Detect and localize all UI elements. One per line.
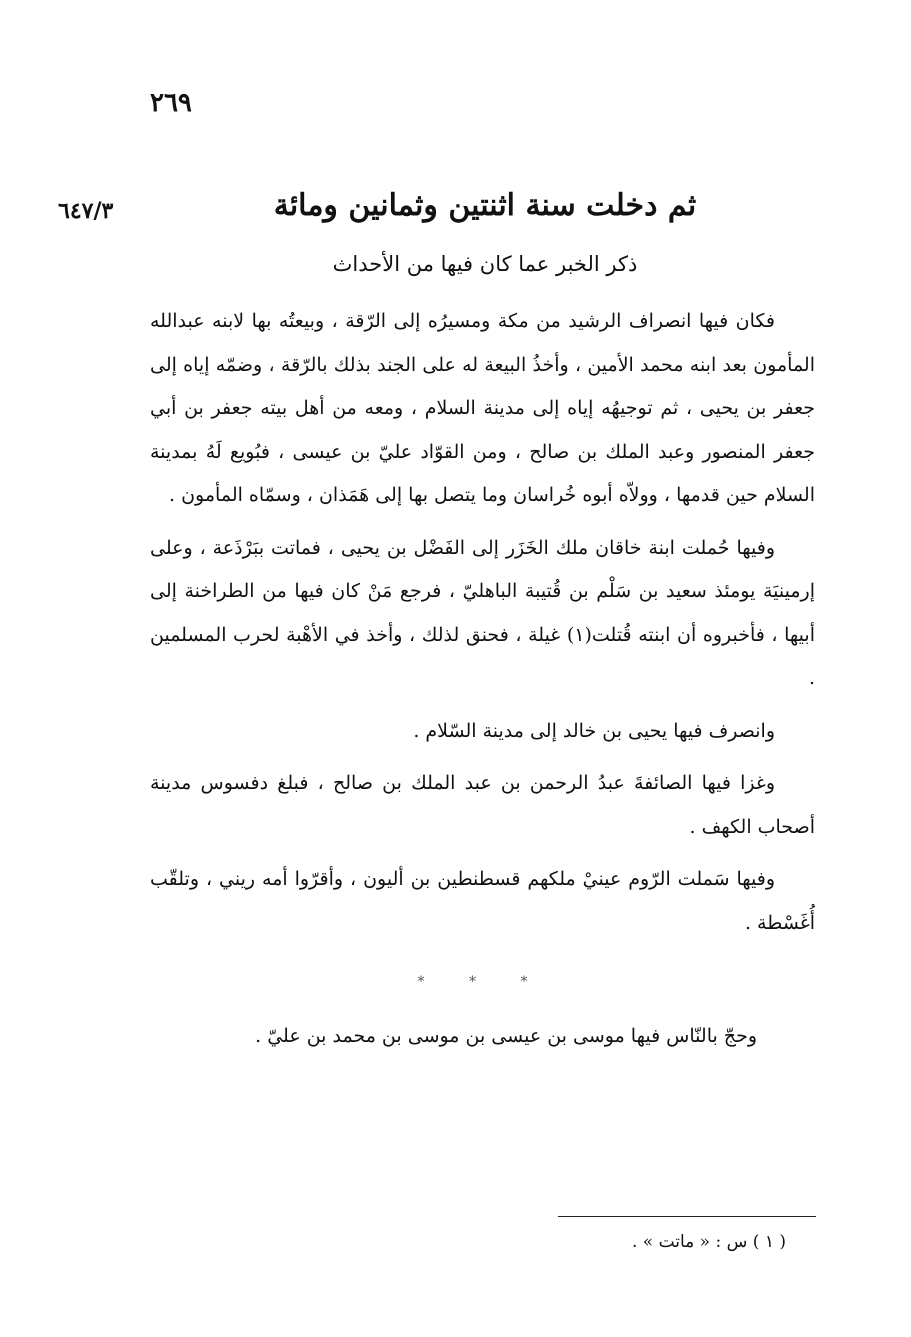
margin-reference: ٦٤٧/٣ <box>58 198 114 224</box>
paragraph: وفيها حُملت ابنة خاقان ملك الخَزَر إلى الفَضْل بن يحيى ، فماتت ببَرْذَعة ، وعلى إرمينيَة يومئذ سعيد بن سَلْم بن قُتيبة الباهليّ ، فرجع مَنْ كان فيها من الطراخنة إلى أبيها ، فأخبروه أن ابنته قُتلت(١) غيلة ، فحنق لذلك ، وأخذ في الأهْبة لحرب المسلمين . <box>150 536 815 689</box>
page-number: ٢٦٩ <box>150 88 192 118</box>
section-subheading: ذكر الخبر عما كان فيها من الأحداث <box>332 252 638 276</box>
chapter-heading: ثم دخلت سنة اثنتين وثمانين ومائة <box>273 188 697 223</box>
paragraph: فكان فيها انصراف الرشيد من مكة ومسيرُه إلى الرّقة ، وبيعتُه بها لابنه عبدالله المأمون بعد ابنه محمد الأمين ، وأخذُ البيعة له على الجند بذلك بالرّقة ، وضمّه إياه إلى جعفر بن يحيى ، ثم توجيهُه إياه إلى مدينة السلام ، ومعه من أهل بيته جعفر بن أبي جعفر المنصور وعبد الملك بن صالح ، ومن القوّاد عليّ بن عيسى ، فبُويع لَهُ بمدينة السلام حين قدمها ، وولاّه أبوه خُراسان وما يتصل بها إلى هَمَذان ، وسمّاه المأمون . <box>150 310 815 506</box>
paragraph: وفيها سَملت الرّوم عينيْ ملكهم قسطنطين بن أليون ، وأقرّوا أمه ريني ، وتلقّب أُغَسْطة . <box>150 868 815 934</box>
paragraph: وغزا فيها الصائفةَ عبدُ الرحمن بن عبد الملك بن صالح ، فبلغ دفسوس مدينة أصحاب الكهف . <box>150 772 815 838</box>
section-separator: * * * <box>417 974 548 990</box>
footnote: ( ١ ) س : « ماتت » . <box>631 1232 786 1252</box>
footnote-divider <box>558 1216 816 1217</box>
paragraph: وانصرف فيها يحيى بن خالد إلى مدينة السّلام . <box>413 719 775 742</box>
body-text <box>150 300 815 1067</box>
closing-paragraph: وحجّ بالنّاس فيها موسى بن عيسى بن موسى بن محمد بن عليّ . <box>255 1024 757 1047</box>
